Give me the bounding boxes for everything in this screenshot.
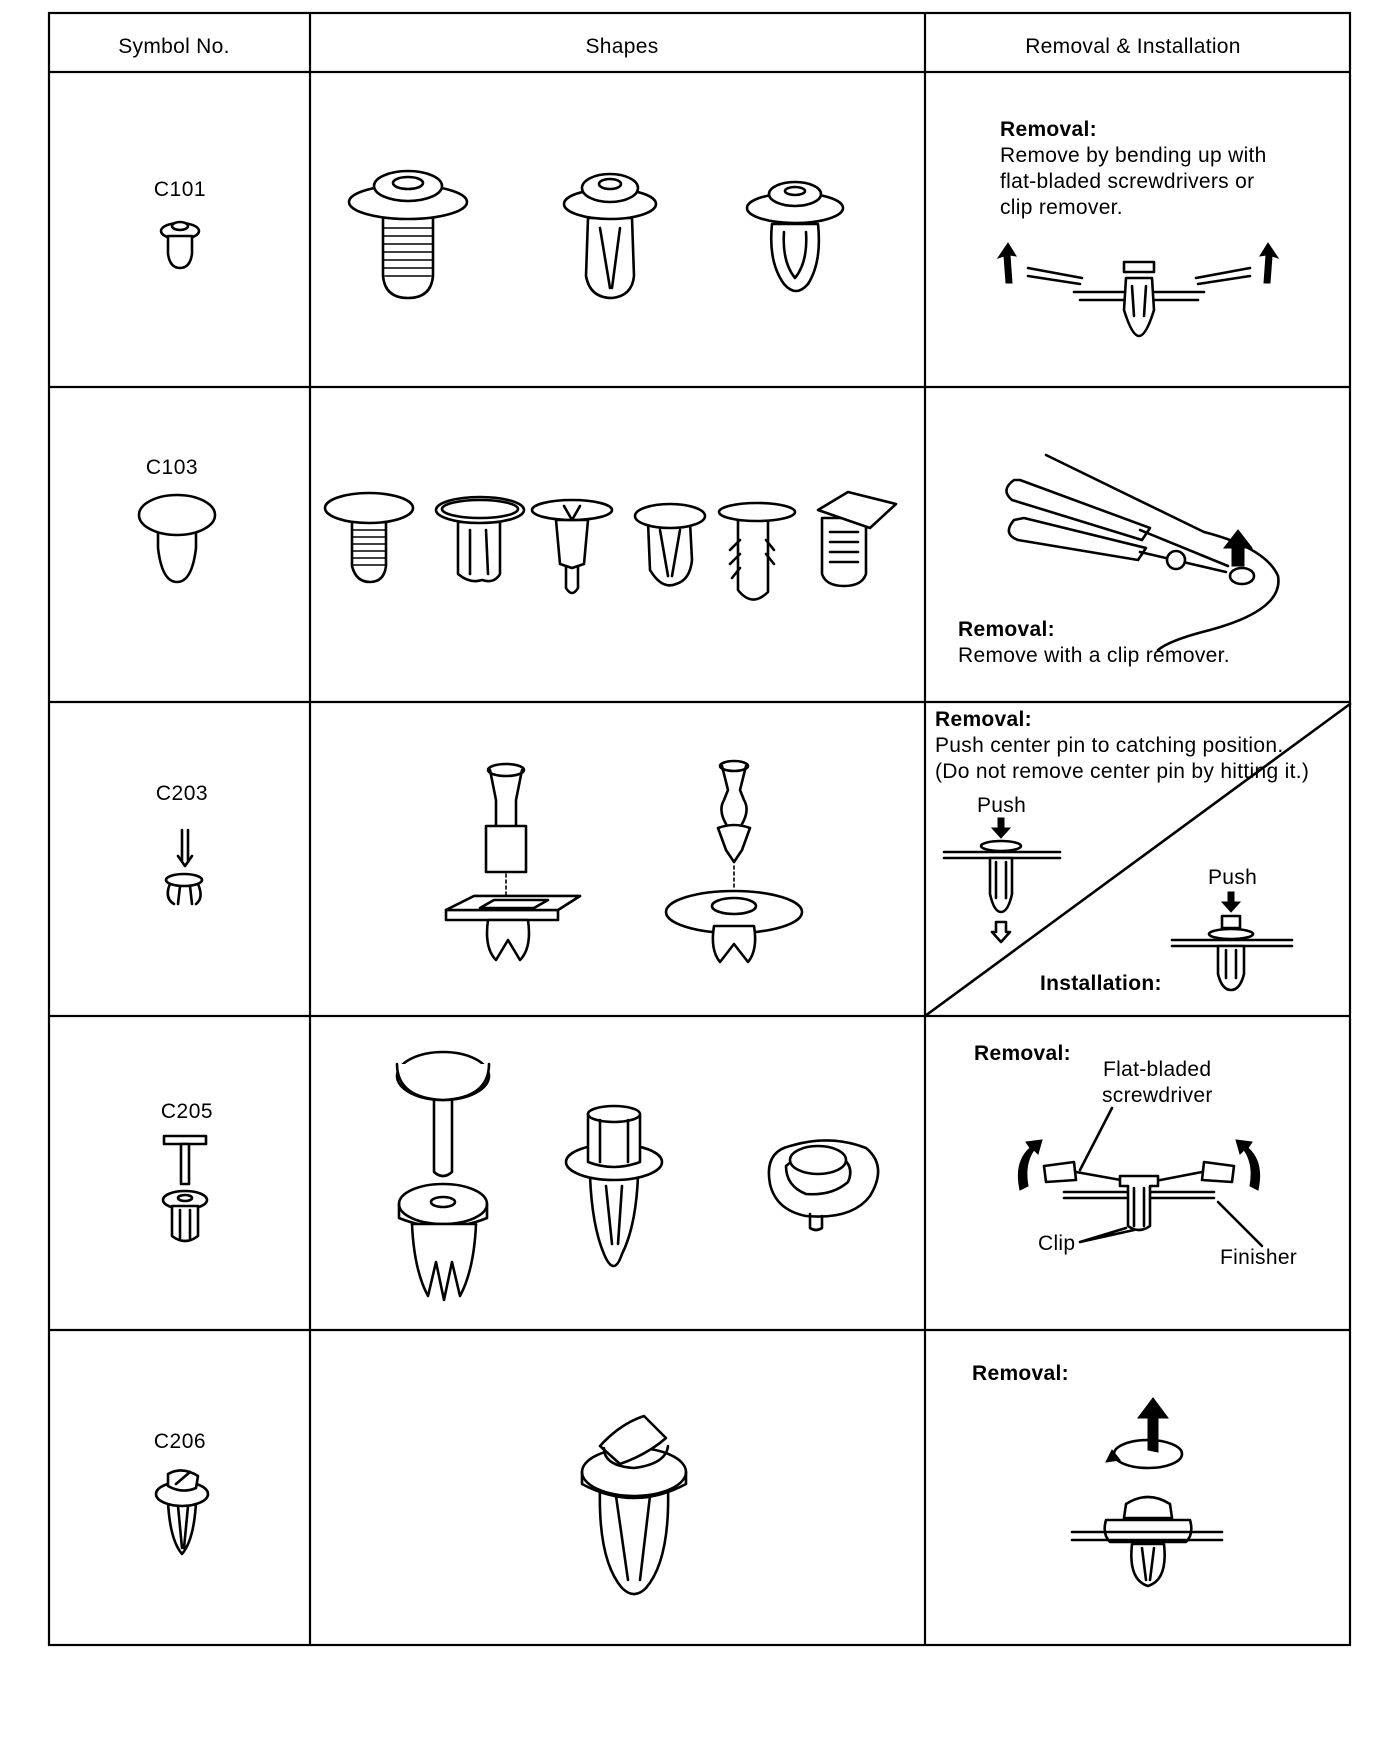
symbol-no-c205: C205 (160, 1100, 214, 1123)
shape-c206-twist-clip (582, 1416, 686, 1594)
header-symbol-no: Symbol No. (118, 35, 230, 58)
shape-c103-fir-clip (719, 503, 795, 600)
finisher-label: Finisher (1220, 1246, 1298, 1269)
table-row-c101 (154, 118, 1278, 336)
symbol-no-c206: C206 (153, 1430, 207, 1453)
removal-title-c206: Removal: (972, 1362, 1069, 1385)
symbol-no-c203: C203 (155, 782, 209, 805)
tool-label-screwdriver: screwdriver (1102, 1084, 1213, 1107)
table-header (118, 35, 1241, 58)
screwdriver-pry-icon (1018, 1108, 1262, 1246)
clip-c206-icon (156, 1470, 208, 1554)
symbol-no-c101: C101 (153, 178, 207, 201)
push-label-installation: Push (1208, 866, 1258, 889)
screwdriver-pry-icon (998, 243, 1278, 336)
table-row-c203 (156, 704, 1350, 1016)
clip-c203-icon (166, 830, 202, 904)
removal-title-c103: Removal: (958, 618, 1055, 641)
removal-text-c103-line1: Remove with a clip remover. (958, 644, 1230, 667)
removal-text-c203-line1: Push center pin to catching position. (935, 734, 1284, 757)
twist-clip-removal-diagram (1072, 1497, 1222, 1586)
shape-c205-flat-clip (769, 1140, 878, 1230)
rotate-arrow-icon (1106, 1398, 1182, 1468)
clip-c205-icon (163, 1136, 207, 1241)
push-pin-icon (944, 818, 1060, 942)
shape-c103-block-clip (818, 492, 896, 586)
shape-c103-threaded-clip (325, 493, 413, 582)
shape-c203-square-base-clip (446, 764, 580, 960)
installation-title-c203: Installation: (1040, 972, 1162, 995)
clip-label: Clip (1038, 1232, 1076, 1255)
clip-c103-icon (139, 495, 215, 582)
shape-c205-pin-and-grommet (397, 1052, 489, 1300)
tool-label-flat-bladed: Flat-bladed (1103, 1058, 1212, 1081)
removal-text-c101-line1: Remove by bending up with (1000, 144, 1267, 167)
shape-c101-bulb-clip (747, 182, 843, 291)
symbol-no-c103: C103 (145, 456, 199, 479)
removal-text-c101-line3: clip remover. (1000, 196, 1123, 219)
push-install-icon (1172, 892, 1292, 990)
push-label-removal: Push (977, 794, 1027, 817)
clip-c101-icon (161, 222, 199, 268)
shape-c101-split-clip (564, 174, 656, 298)
removal-title-c205: Removal: (974, 1042, 1071, 1065)
removal-title-c101: Removal: (1000, 118, 1097, 141)
table-row-c205 (161, 1042, 1297, 1300)
header-removal-installation: Removal & Installation (1025, 35, 1241, 58)
shape-c205-push-rivet (566, 1106, 662, 1266)
removal-text-c203-line2: (Do not remove center pin by hitting it.) (935, 760, 1310, 783)
shape-c101-threaded-clip (349, 171, 467, 298)
shape-c103-pin-clip (532, 500, 612, 593)
removal-title-c203: Removal: (935, 708, 1032, 731)
removal-text-c101-line2: flat-bladed screwdrivers or (1000, 170, 1255, 193)
table-row-c206 (154, 1362, 1222, 1594)
shape-c103-bulb-clip (635, 504, 705, 585)
shape-c103-split-clip (436, 497, 524, 581)
header-shapes: Shapes (585, 35, 659, 58)
shape-c203-round-base-clip (666, 761, 802, 962)
